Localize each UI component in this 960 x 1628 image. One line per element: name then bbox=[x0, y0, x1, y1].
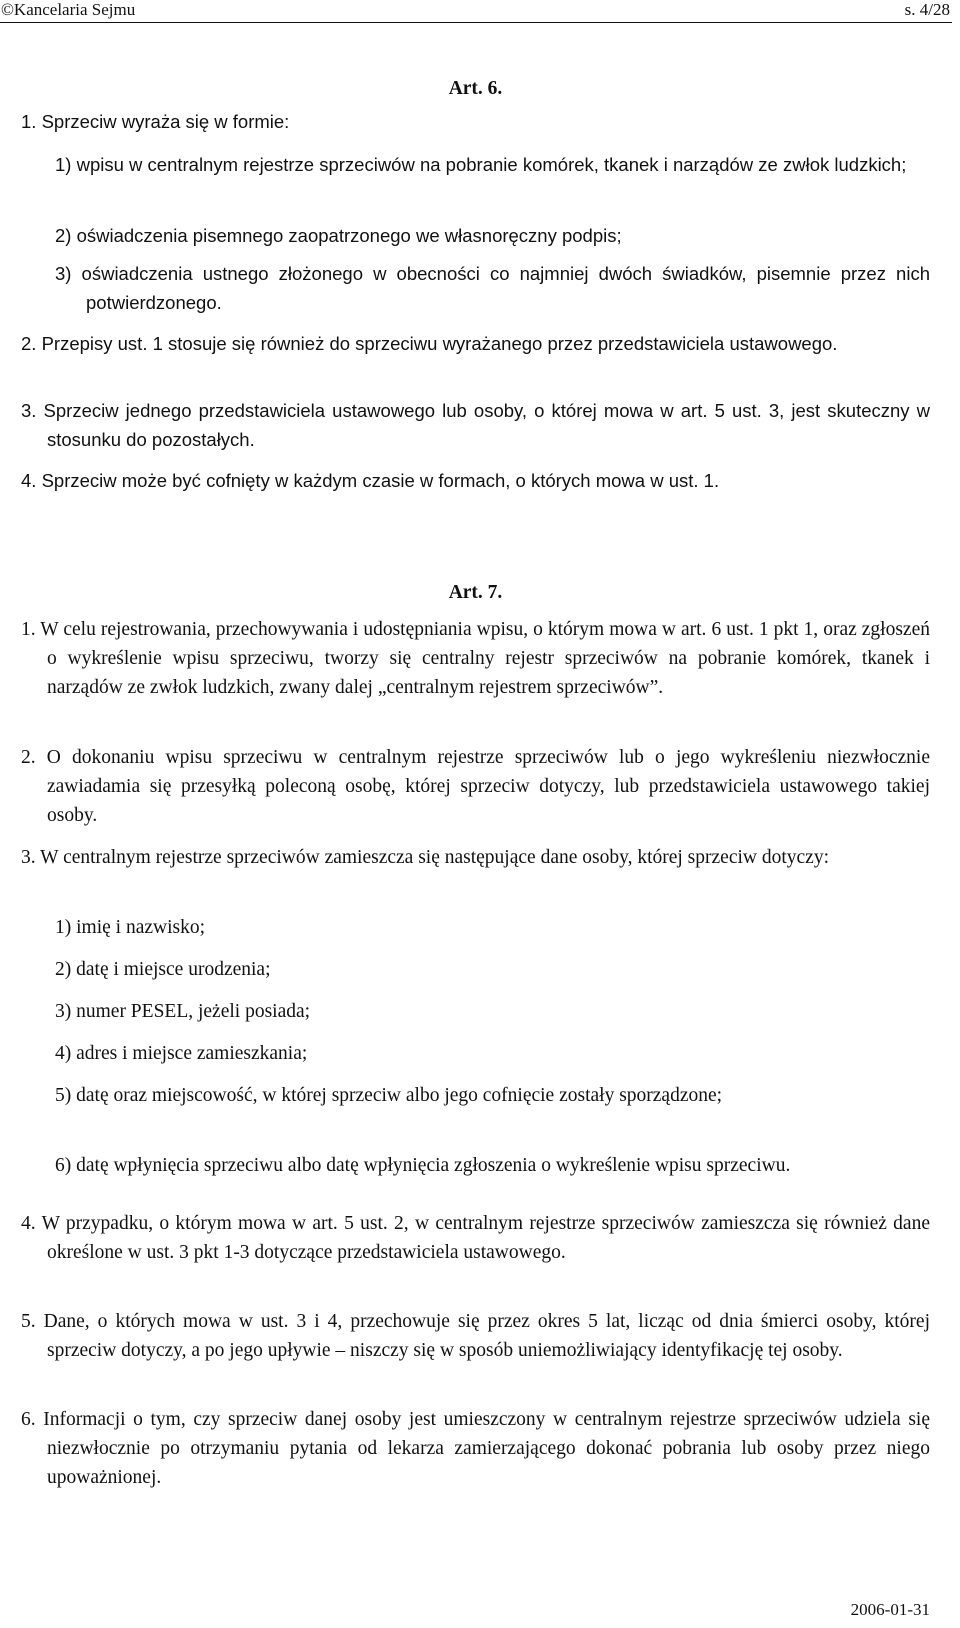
header-divider bbox=[0, 22, 952, 23]
art7-p3-item-2: 2) datę i miejsce urodzenia; bbox=[55, 959, 271, 980]
page-number: s. 4/28 bbox=[904, 0, 950, 19]
art6-paragraph-3: 3. Sprzeciw jednego przedstawiciela ustawowego lub osoby, o której mowa w art. 5 ust. 3, jest skuteczny w stosunku do pozostałych. bbox=[21, 400, 930, 450]
art7-paragraph-4: 4. W przypadku, o którym mowa w art. 5 ust. 2, w centralnym rejestrze sprzeciwów zamieszcza się również dane określone w ust. 3 pkt 1-3 dotyczące przedstawiciela ustawowego. bbox=[21, 1213, 930, 1263]
article-7-title: Art. 7. bbox=[448, 582, 503, 603]
art6-paragraph-2: 2. Przepisy ust. 1 stosuje się również do sprzeciwu wyrażanego przez przedstawiciela ustawowego. bbox=[21, 333, 838, 354]
header-source: ©Kancelaria Sejmu bbox=[1, 0, 136, 19]
art6-paragraph-4: 4. Sprzeciw może być cofnięty w każdym czasie w formach, o których mowa w ust. 1. bbox=[21, 470, 720, 491]
art7-paragraph-2: 2. O dokonaniu wpisu sprzeciwu w centralnym rejestrze sprzeciwów lub o jego wykreśleniu niezwłocznie zawiadamia się przesyłką poleconą osobę, której sprzeciw dotyczy, lub przedstawiciela ustawowego takiej osoby. bbox=[21, 747, 930, 826]
art6-paragraph-1-intro: 1. Sprzeciw wyraża się w formie: bbox=[21, 111, 290, 132]
art6-p1-item-3: 3) oświadczenia ustnego złożonego w obecności co najmniej dwóch świadków, pisemnie przez nich potwierdzonego. bbox=[55, 263, 930, 313]
art7-paragraph-3-intro: 3. W centralnym rejestrze sprzeciwów zamieszcza się następujące dane osoby, której sprzeciw dotyczy: bbox=[21, 847, 830, 868]
art7-paragraph-5: 5. Dane, o których mowa w ust. 3 i 4, przechowuje się przez okres 5 lat, licząc od dnia śmierci osoby, której sprzeciw dotyczy, a po jego upływie – niszczy się w sposób uniemożliwiający identyfikację tej osoby. bbox=[21, 1311, 930, 1361]
art7-p3-item-1: 1) imię i nazwisko; bbox=[55, 917, 206, 938]
art7-paragraph-1: 1. W celu rejestrowania, przechowywania i udostępniania wpisu, o którym mowa w art. 6 ust. 1 pkt 1, oraz zgłoszeń o wykreślenie wpisu sprzeciwu, tworzy się centralny rejestr sprzeciwów na pobranie komórek, tkanek i narządów ze zwłok ludzkich, zwany dalej „centralnym rejestrem sprzeciwów”. bbox=[21, 619, 930, 698]
art7-p3-item-6: 6) datę wpłynięcia sprzeciwu albo datę wpłynięcia zgłoszenia o wykreślenie wpisu sprzeciwu. bbox=[55, 1155, 791, 1176]
art6-p1-item-1: 1) wpisu w centralnym rejestrze sprzeciwów na pobranie komórek, tkanek i narządów ze zwłok ludzkich; bbox=[55, 154, 907, 175]
art7-p3-item-3: 3) numer PESEL, jeżeli posiada; bbox=[55, 1001, 311, 1022]
art6-p1-item-2: 2) oświadczenia pisemnego zaopatrzonego we własnoręczny podpis; bbox=[55, 225, 622, 246]
footer-date: 2006-01-31 bbox=[850, 1600, 930, 1619]
art7-p3-item-5: 5) datę oraz miejscowość, w której sprzeciw albo jego cofnięcie zostały sporządzone; bbox=[55, 1085, 723, 1106]
art7-p3-item-4: 4) adres i miejsce zamieszkania; bbox=[55, 1043, 308, 1064]
article-6-title: Art. 6. bbox=[448, 78, 503, 99]
art7-paragraph-6: 6. Informacji o tym, czy sprzeciw danej osoby jest umieszczony w centralnym rejestrze sprzeciwów udziela się niezwłocznie po otrzymaniu pytania od lekarza zamierzającego dokonać pobrania lub osoby przez niego upoważnionej. bbox=[21, 1409, 930, 1488]
